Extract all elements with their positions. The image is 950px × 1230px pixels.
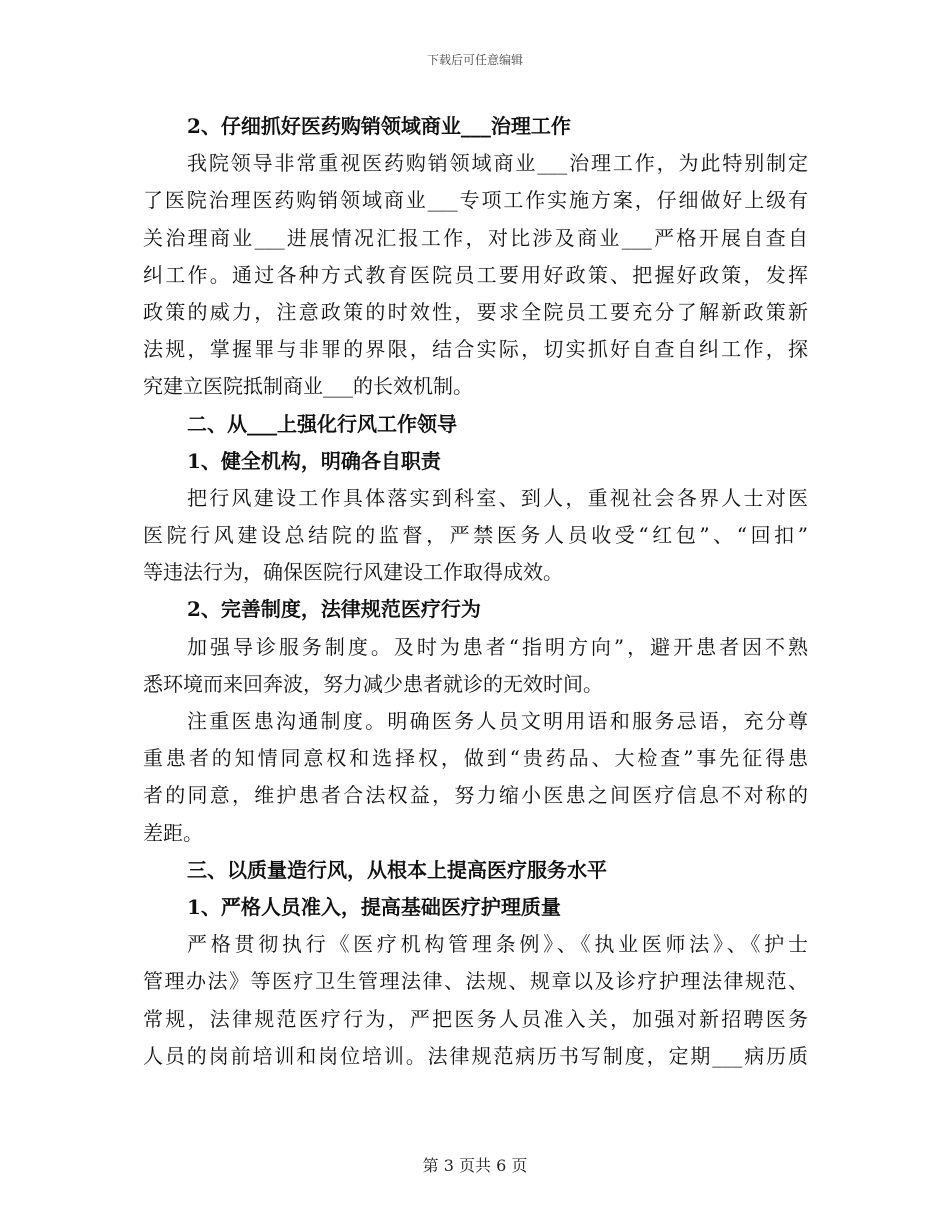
paragraph-line: 关治理商业___进展情况汇报工作，对比涉及商业___严格开展自查自	[143, 225, 808, 250]
paragraph-line: 者的同意，维护患者合法权益，努力缩小医患之间医疗信息不对称的	[143, 783, 808, 808]
page-header: 下载后可任意编辑	[426, 53, 523, 67]
paragraph-line: 严格贯彻执行《医疗机构管理条例》、《执业医师法》、《护士	[187, 932, 808, 957]
paragraph-line: 管理办法》等医疗卫生管理法律、法规、规章以及诊疗护理法律规范、	[143, 969, 808, 994]
section-heading: 三、以质量造行风，从根本上提高医疗服务水平	[187, 857, 607, 882]
paragraph-line: 重患者的知情同意权和选择权，做到“贵药品、大检查”事先征得患	[143, 746, 808, 771]
paragraph-line: 悉环境而来回奔波，努力减少患者就诊的无效时间。	[143, 671, 603, 696]
section-heading: 1、健全机构，明确各自职责	[187, 448, 441, 473]
paragraph-line: 注重医患沟通制度。明确医务人员文明用语和服务忌语，充分尊	[187, 709, 808, 733]
paragraph-line: 等违法行为，确保医院行风建设工作取得成效。	[143, 560, 563, 585]
paragraph-line: 加强导诊服务制度。及时为患者“指明方向”，避开患者因不熟	[187, 634, 808, 659]
paragraph-line: 了医院治理医药购销领域商业___专项工作实施方案，仔细做好上级有	[143, 188, 808, 213]
section-heading: 二、从___上强化行风工作领导	[187, 411, 457, 436]
paragraph-line: 常规，法律规范医疗行为，严把医务人员准入关，加强对新招聘医务	[143, 1006, 808, 1031]
paragraph-line: 政策的威力，注意政策的时效性，要求全院员工要充分了解新政策新	[143, 299, 808, 324]
paragraph-line: 法规，掌握罪与非罪的界限，结合实际，切实抓好自查自纠工作，探	[143, 337, 808, 362]
document-body	[143, 108, 808, 1075]
paragraph-line: 医院行风建设总结院的监督，严禁医务人员收受“红包”、“回扣”	[143, 523, 808, 548]
section-heading: 1、严格人员准入，提高基础医疗护理质量	[187, 894, 561, 919]
section-heading: 2、完善制度，法律规范医疗行为	[187, 597, 481, 622]
paragraph-line: 究建立医院抵制商业___的长效机制。	[143, 374, 473, 399]
paragraph-line: 纠工作。通过各种方式教育医院员工要用好政策、把握好政策，发挥	[143, 262, 808, 287]
page-footer: 第 3 页共 6 页	[422, 1156, 528, 1175]
paragraph-line: 我院领导非常重视医药购销领域商业___治理工作，为此特别制定	[187, 151, 808, 176]
section-heading: 2、仔细抓好医药购销领域商业___治理工作	[187, 114, 571, 138]
paragraph-line: 把行风建设工作具体落实到科室、到人，重视社会各界人士对医	[187, 485, 808, 510]
paragraph-line: 差距。	[143, 820, 203, 845]
paragraph-line: 人员的岗前培训和岗位培训。法律规范病历书写制度，定期___病历质	[143, 1043, 808, 1068]
